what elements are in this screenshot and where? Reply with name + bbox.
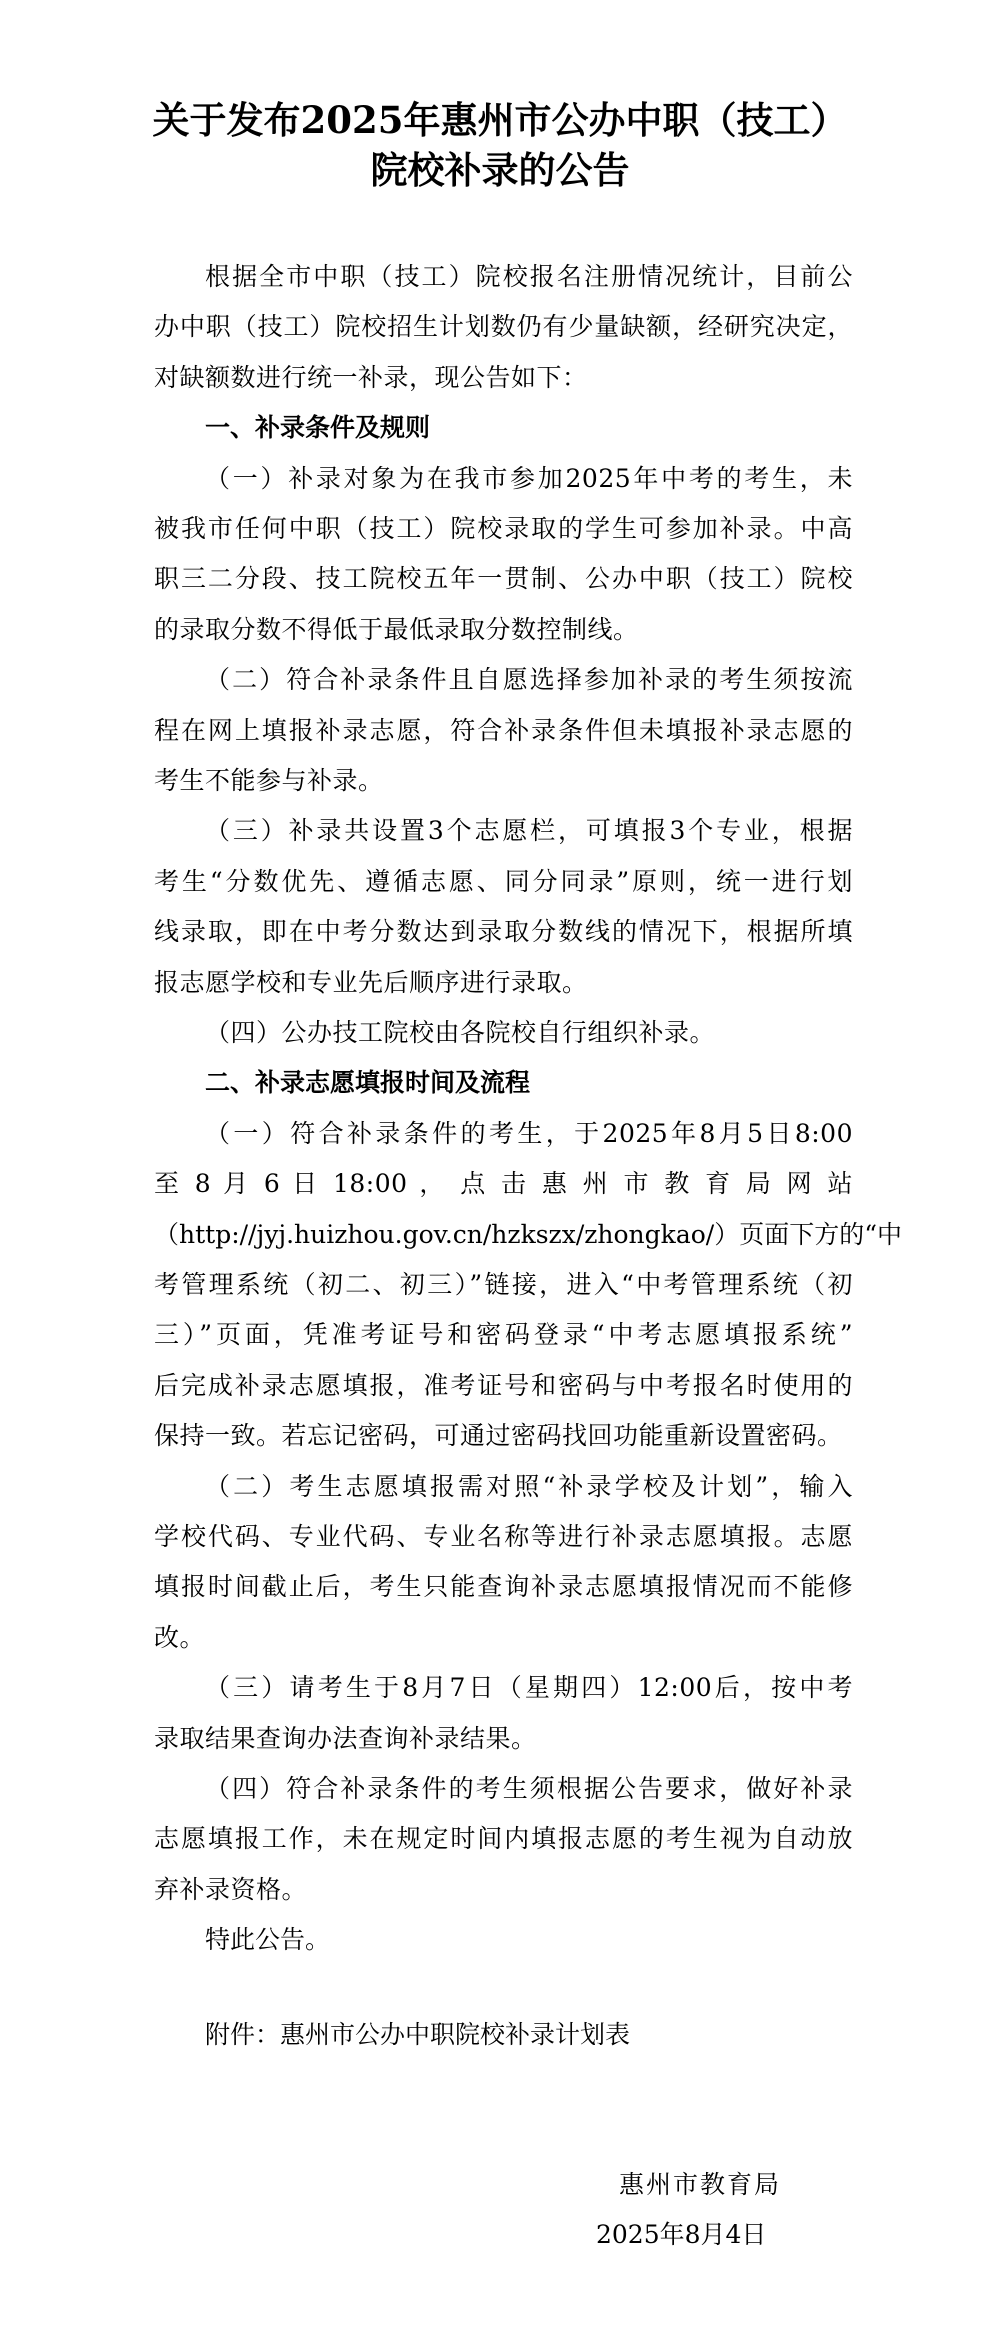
title-line-2: 院校补录的公告	[370, 148, 630, 192]
paragraph-line: 录取结果查询办法查询补录结果。	[154, 1723, 537, 1753]
paragraph-line: 改。	[154, 1622, 206, 1652]
section-heading: 一、补录条件及规则	[205, 413, 431, 443]
paragraph-line: （三）请考生于8月7日（星期四）12:00后，按中考	[205, 1673, 853, 1703]
paragraph-line: 线录取，即在中考分数达到录取分数线的情况下，根据所填	[154, 917, 853, 947]
paragraph-line: 根据全市中职（技工）院校报名注册情况统计，目前公	[205, 262, 853, 291]
closing-text: 特此公告。	[205, 1925, 331, 1955]
paragraph-line: 考生“分数优先、遵循志愿、同分同录”原则，统一进行划	[154, 866, 853, 896]
paragraph-line: 保持一致。若忘记密码，可通过密码找回功能重新设置密码。	[154, 1421, 843, 1451]
paragraph-line: 的录取分数不得低于最低录取分数控制线。	[154, 614, 639, 644]
paragraph-line: （二）符合补录条件且自愿选择参加补录的考生须按流	[205, 665, 853, 695]
paragraph-line: 学校代码、专业代码、专业名称等进行补录志愿填报。志愿	[154, 1522, 853, 1551]
paragraph-line: （三）补录共设置3个志愿栏，可填报3个专业，根据	[205, 816, 853, 846]
signature-date: 2025年8月4日	[596, 2220, 767, 2249]
paragraph-line: （一）符合补录条件的考生，于2025年8月5日8:00	[205, 1118, 853, 1148]
paragraph-line: （四）符合补录条件的考生须根据公告要求，做好补录	[205, 1774, 853, 1803]
paragraph-line: 至 8 月 6 日 18:00 ， 点 击 惠 州 市 教 育 局 网 站	[154, 1169, 853, 1199]
paragraph-line: 填报时间截止后，考生只能查询补录志愿填报情况而不能修	[154, 1572, 853, 1602]
paragraph-line: 办中职（技工）院校招生计划数仍有少量缺额，经研究决定，	[154, 312, 853, 342]
paragraph-line: 对缺额数进行统一补录，现公告如下：	[154, 362, 588, 392]
paragraph-line: 程在网上填报补录志愿，符合补录条件但未填报补录志愿的	[154, 715, 853, 745]
title-line-1: 关于发布2025年惠州市公办中职（技工）	[152, 98, 848, 142]
section-heading: 二、补录志愿填报时间及流程	[205, 1068, 531, 1098]
paragraph-line: 后完成补录志愿填报，准考证号和密码与中考报名时使用的	[154, 1370, 853, 1400]
paragraph-line: 弃补录资格。	[154, 1874, 308, 1904]
attachment-note: 附件：惠州市公办中职院校补录计划表	[205, 2020, 631, 2049]
paragraph-line: （二）考生志愿填报需对照“补录学校及计划”，输入	[205, 1471, 853, 1501]
paragraph-line: 报志愿学校和专业先后顺序进行录取。	[154, 967, 588, 997]
paragraph-line: （四）公办技工院校由各院校自行组织补录。	[205, 1018, 716, 1047]
paragraph-line: 考生不能参与补录。	[154, 766, 384, 795]
paragraph-line: （http://jyj.huizhou.gov.cn/hzkszx/zhongkao/）页面下方的“中	[154, 1219, 902, 1249]
paragraph-line: 三）”页面，凭准考证号和密码登录“中考志愿填报系统”	[154, 1320, 853, 1350]
paragraph-line: 考管理系统（初二、初三）”链接，进入“中考管理系统（初	[154, 1270, 853, 1299]
paragraph-line: 被我市任何中职（技工）院校录取的学生可参加补录。中高	[154, 514, 853, 543]
paragraph-line: （一）补录对象为在我市参加2025年中考的考生，未	[205, 463, 853, 493]
paragraph-line: 职三二分段、技工院校五年一贯制、公办中职（技工）院校	[154, 564, 853, 594]
paragraph-line: 志愿填报工作，未在规定时间内填报志愿的考生视为自动放	[154, 1824, 853, 1854]
signature-issuer: 惠州市教育局	[619, 2170, 782, 2199]
